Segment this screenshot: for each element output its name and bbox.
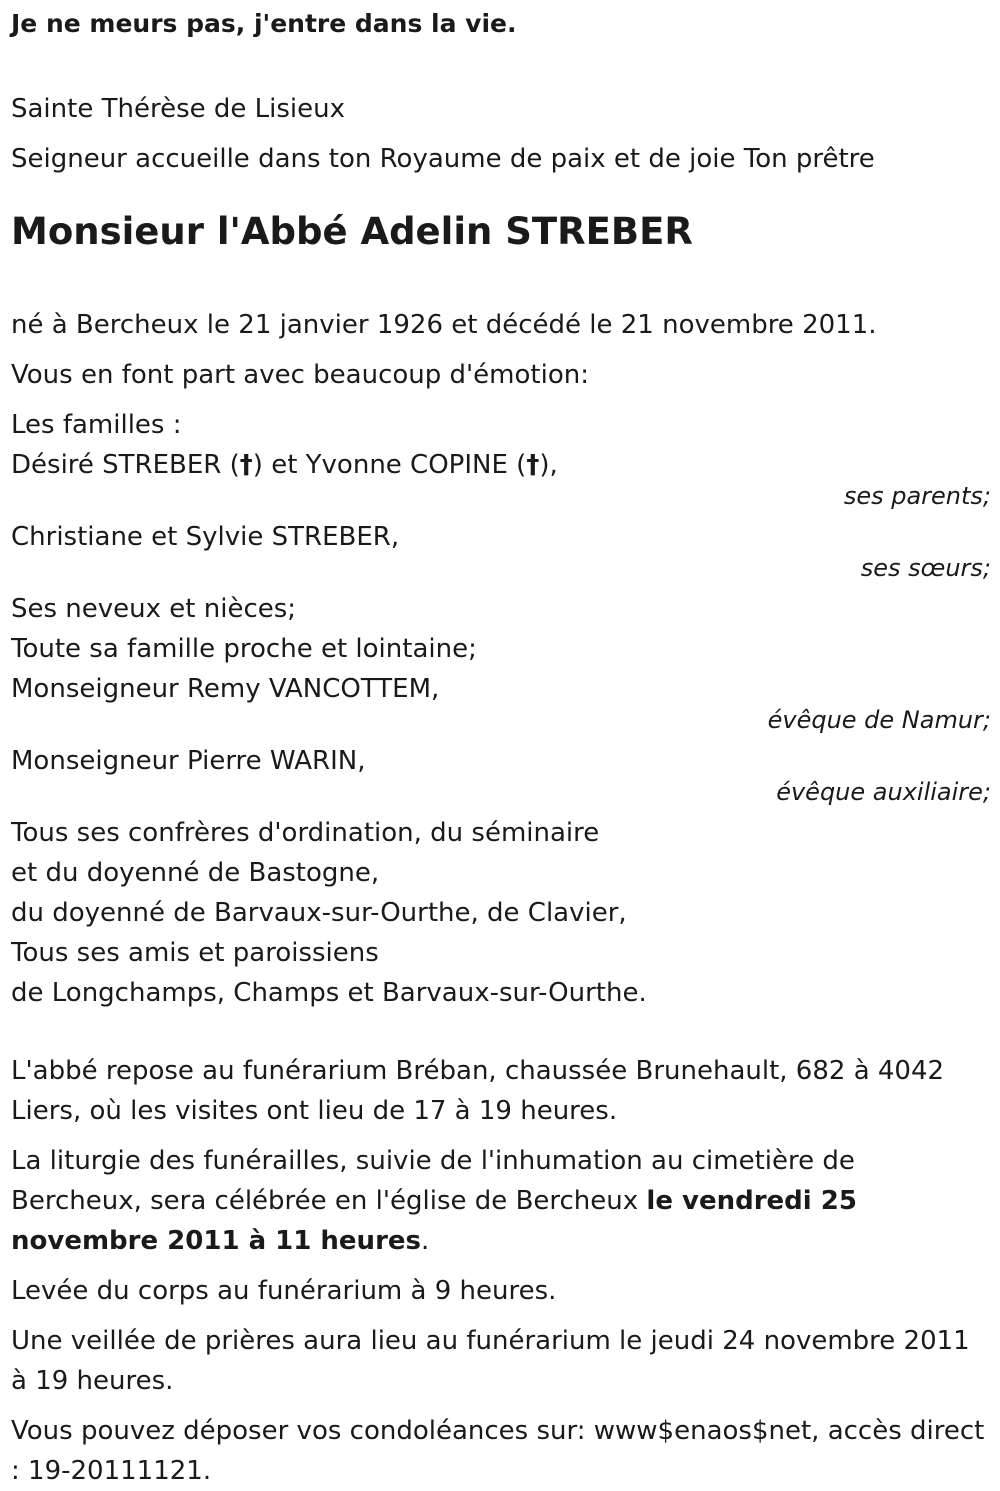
birth-death-line: né à Bercheux le 21 janvier 1926 et décédé le 21 novembre 2011. bbox=[11, 310, 877, 340]
funeral-date: le vendredi 25 novembre 2011 à 11 heures bbox=[11, 1186, 857, 1256]
parents-role: ses parents; bbox=[843, 482, 991, 510]
families-heading: Les familles : bbox=[11, 410, 182, 440]
aux-bishop-line: Monseigneur Pierre WARIN, bbox=[11, 746, 366, 776]
cross-icon: † bbox=[526, 450, 540, 480]
bishop-role: évêque de Namur; bbox=[767, 706, 991, 734]
epigraph: Je ne meurs pas, j'entre dans la vie. bbox=[11, 9, 517, 38]
parents-line: Désiré STREBER (†) et Yvonne COPINE (†), bbox=[11, 450, 558, 480]
condolences: Vous pouvez déposer vos condoléances sur: www$enaos$net, accès direct : 19-20111121. bbox=[11, 1416, 985, 1486]
prayer: Seigneur accueille dans ton Royaume de paix et de joie Ton prêtre bbox=[11, 144, 875, 174]
rest-place: L'abbé repose au funérarium Bréban, chaussée Brunehault, 682 à 4042 Liers, où les visites ont lieu de 17 à 19 heures. bbox=[11, 1056, 945, 1126]
bishop-line: Monseigneur Remy VANCOTTEM, bbox=[11, 674, 440, 704]
liturgy: La liturgie des funérailles, suivie de l'inhumation au cimetière de Bercheux, sera célébrée en l'église de Bercheux le vendredi 25 novembre 2011 à 11 heures. bbox=[11, 1146, 857, 1256]
obituary-document bbox=[11, 4, 991, 1491]
family-line: Toute sa famille proche et lointaine; bbox=[11, 634, 477, 664]
list-item: Tous ses amis et paroissiens bbox=[11, 938, 379, 968]
deceased-name: Monsieur l'Abbé Adelin STREBER bbox=[11, 210, 693, 253]
list-item: du doyenné de Barvaux-sur-Ourthe, de Clavier, bbox=[11, 898, 627, 928]
cross-icon: † bbox=[239, 450, 253, 480]
aux-bishop-role: évêque auxiliaire; bbox=[776, 778, 991, 806]
announcement: Vous en font part avec beaucoup d'émotion: bbox=[11, 360, 589, 390]
sisters-line: Christiane et Sylvie STREBER, bbox=[11, 522, 400, 552]
quote-author: Sainte Thérèse de Lisieux bbox=[11, 94, 345, 124]
list-item: et du doyenné de Bastogne, bbox=[11, 858, 380, 888]
vigil: Une veillée de prières aura lieu au funérarium le jeudi 24 novembre 2011 à 19 heures. bbox=[11, 1326, 970, 1396]
levee: Levée du corps au funérarium à 9 heures. bbox=[11, 1276, 557, 1306]
nephews-line: Ses neveux et nièces; bbox=[11, 594, 297, 624]
others-list bbox=[11, 813, 991, 1013]
sisters-role: ses sœurs; bbox=[860, 554, 991, 582]
list-item: de Longchamps, Champs et Barvaux-sur-Ourthe. bbox=[11, 978, 647, 1008]
list-item: Tous ses confrères d'ordination, du séminaire bbox=[11, 818, 600, 848]
